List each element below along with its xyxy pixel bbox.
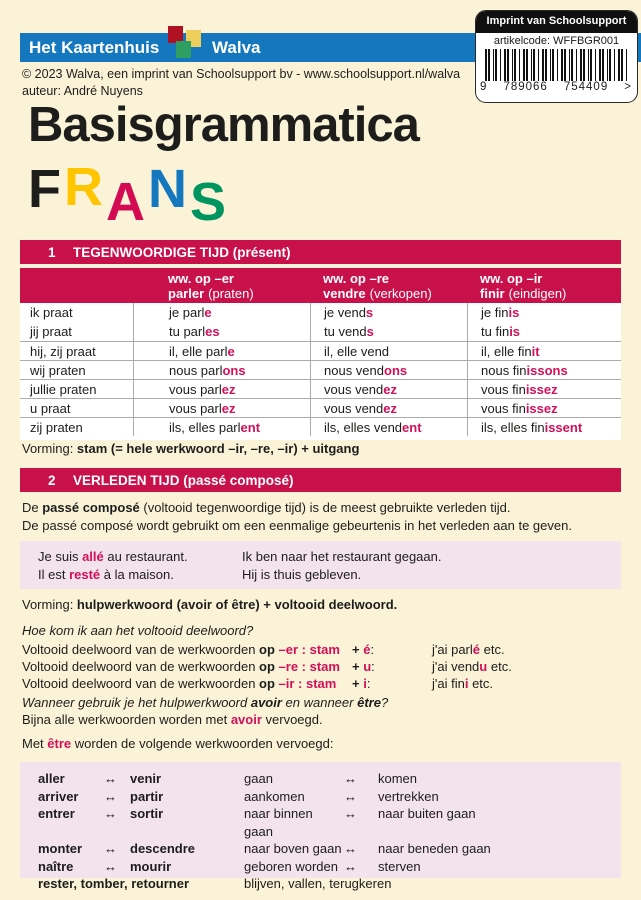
parler-cell (133, 399, 310, 417)
header-re-verb: vendre (323, 286, 366, 301)
french-verb: venir (130, 771, 162, 786)
ending: is (508, 305, 520, 320)
op-label: op (259, 659, 279, 674)
participle-rules (22, 641, 512, 692)
header-finir-cell (467, 268, 621, 303)
swap-arrow-icon: ↔ (344, 788, 357, 804)
text: etc. (487, 659, 512, 674)
header-parler-cell (133, 268, 310, 303)
verb-pair-row (38, 840, 621, 858)
stem: vous fin (481, 400, 526, 416)
swap-arrow-icon: ↔ (104, 841, 117, 856)
vendre-cell (310, 361, 467, 379)
dutch-verb: naar boven gaan (244, 841, 342, 856)
vendre-cell (310, 418, 467, 436)
ending: issent (544, 419, 583, 435)
dutch-verb: aankomen (244, 788, 305, 804)
artikelcode-label: artikelcode: WFFBGR001 (493, 35, 620, 47)
dutch-verb: naar buiten gaan (378, 806, 476, 821)
text: etc. (480, 642, 505, 657)
intro-line-1 (22, 499, 572, 517)
vendre-cell (310, 380, 467, 398)
dutch-verbs-group: blijven, vallen, terugkeren (244, 876, 392, 891)
stem: ils, elles vend (324, 419, 403, 435)
ending: ez (221, 400, 236, 416)
stem: nous vend (324, 362, 384, 378)
header-ir-translation: (eindigen) (508, 286, 567, 301)
conjugation-row (20, 417, 621, 436)
verb-pair-row (38, 858, 621, 876)
parler-cell (133, 303, 310, 322)
finir-cell (467, 399, 621, 417)
example-box (20, 541, 621, 589)
participle-highlight: allé (82, 549, 104, 564)
vorming-label: Vorming: (22, 441, 77, 456)
letter-s: S (190, 172, 230, 232)
parler-cell (133, 380, 310, 398)
conjugation-row (20, 322, 621, 341)
text: Voltooid deelwoord van de werkwoorden (22, 659, 260, 674)
parler-cell (133, 361, 310, 379)
french-verb: descendre (130, 841, 196, 856)
ean-group1: 789066 (503, 81, 548, 93)
text: en wanneer (281, 695, 358, 710)
header-ir-verb: finir (480, 286, 505, 301)
stem: ils, elles fin (481, 419, 545, 435)
parler-cell (133, 322, 310, 341)
conjugation-row (20, 360, 621, 379)
ending-rule: –er : stam (278, 642, 340, 657)
conjugation-row (20, 379, 621, 398)
ending: is (509, 324, 521, 339)
header-re-translation: (verkopen) (369, 286, 432, 301)
parler-cell (133, 418, 310, 436)
author-line: auteur: André Nuyens (22, 84, 143, 98)
vendre-cell (310, 399, 467, 417)
brand-kaartenhuis: Het Kaartenhuis (29, 38, 160, 57)
swap-arrow-icon: ↔ (104, 771, 117, 786)
dutch-cell: wij praten (30, 362, 86, 378)
french-verb: arriver (38, 788, 79, 804)
stem: il, elle fin (481, 343, 532, 359)
ending: ons (384, 362, 408, 378)
vorming-note-2 (22, 597, 397, 612)
dutch-verb: komen (378, 771, 418, 786)
finir-cell (467, 322, 621, 341)
finir-cell (467, 342, 621, 360)
etre-highlight: être (47, 736, 72, 751)
ean-digits (480, 81, 632, 93)
ending: ent (402, 419, 422, 435)
ending: ons (222, 362, 246, 378)
french-sentence (38, 566, 242, 584)
avoir-term: avoir (250, 695, 282, 710)
participle-question: Hoe kom ik aan het voltooid deelwoord? (22, 623, 254, 638)
ending: ent (240, 419, 261, 435)
french-verb: entrer (38, 806, 75, 821)
intro-line-2: De passé composé wordt gebruikt om een eenmalige gebeurtenis in het verleden aan te geven. (22, 518, 572, 533)
dutch-verb: naar binnen gaan (244, 806, 313, 839)
text: Je suis (38, 549, 83, 564)
dutch-cell: jullie praten (30, 381, 97, 397)
french-verb: partir (130, 788, 164, 804)
participle-rule (22, 658, 512, 675)
letter-r: R (64, 157, 106, 217)
example-ending: é (472, 642, 481, 657)
swap-arrow-icon: ↔ (104, 858, 117, 874)
colon: : (371, 659, 375, 674)
dutch-cell: u praat (30, 400, 71, 416)
ending: issez (525, 400, 558, 416)
ean-barcode-icon (485, 49, 628, 81)
dutch-verb: gaan (244, 771, 273, 786)
text: Voltooid deelwoord van de werkwoorden (22, 676, 260, 691)
dutch-cell: jij praat (30, 324, 72, 339)
text: worden de volgende werkwoorden vervoegd: (71, 736, 334, 751)
intro-paragraph (22, 499, 572, 535)
example-row (38, 548, 621, 566)
header-er-label: ww. op –er (168, 271, 234, 286)
vorming-note-1 (22, 441, 359, 456)
section-1-title: TEGENWOORDIGE TIJD (présent) (73, 244, 291, 260)
stem: je fin (481, 305, 509, 320)
swap-arrow-icon: ↔ (344, 806, 357, 821)
text: ? (380, 695, 389, 710)
swap-arrow-icon: ↔ (344, 841, 357, 856)
dutch-translation: Ik ben naar het restaurant gegaan. (242, 549, 442, 564)
letter-a: A (106, 172, 148, 232)
letter-n: N (148, 159, 190, 219)
copyright-block (22, 66, 460, 100)
section-1-header (20, 240, 621, 264)
text: Bijna alle werkwoorden worden met (22, 712, 231, 727)
french-verb: naître (38, 858, 74, 874)
dutch-cell: hij, zij praat (30, 343, 96, 359)
french-verb: aller (38, 771, 65, 786)
dutch-verb: geboren worden (244, 858, 338, 874)
header-re-label: ww. op –re (323, 271, 389, 286)
suffix-letter: i (363, 676, 367, 691)
text: vervoegd. (261, 712, 323, 727)
stem: tu parl (169, 324, 206, 339)
header-vendre-cell (310, 268, 467, 303)
text: De (22, 500, 43, 515)
verb-pair-row-last (38, 875, 621, 893)
stem: il, elle parl (169, 343, 228, 359)
stem: vous parl (169, 400, 222, 416)
stem: je parl (169, 305, 205, 320)
verb-pair-row (38, 788, 621, 806)
suffix-letter: u (363, 659, 372, 674)
sticker-imprint-label: Imprint van Schoolsupport (476, 11, 637, 33)
header-ir-label: ww. op –ir (480, 271, 543, 286)
stem: nous parl (169, 362, 223, 378)
dutch-cell: ik praat (30, 305, 73, 320)
card-subtitle-frans (28, 157, 230, 232)
brand-walva: Walva (212, 38, 261, 57)
ean-group2: 754409 (563, 81, 609, 93)
french-verb: monter (38, 841, 83, 856)
dutch-verb: sterven (378, 858, 421, 874)
stem: il, elle vend (324, 343, 390, 359)
swap-arrow-icon: ↔ (344, 858, 357, 874)
ending: e (204, 305, 212, 320)
avoir-note (22, 712, 323, 727)
ending: s (365, 305, 374, 320)
text: Wanneer gebruik je het hulpwerkwoord (22, 695, 251, 710)
participle-rule (22, 675, 512, 692)
header-er-verb: parler (168, 286, 205, 301)
stem: ils, elles parl (169, 419, 241, 435)
dutch-translation: Hij is thuis gebleven. (242, 567, 362, 582)
verb-pair-row (38, 805, 621, 840)
participle-rule (22, 641, 512, 658)
text: etc. (468, 676, 494, 691)
french-verb: mourir (130, 858, 172, 874)
vendre-cell (310, 322, 467, 341)
conjugation-table (20, 268, 621, 440)
ending: e (227, 343, 235, 359)
french-sentence (38, 548, 242, 566)
header-empty-cell (20, 268, 133, 303)
section-2-title: VERLEDEN TIJD (passé composé) (73, 472, 294, 488)
swap-arrow-icon: ↔ (104, 788, 117, 804)
finir-cell (467, 303, 621, 322)
header-er-translation: (praten) (208, 286, 254, 301)
text: au restaurant. (103, 549, 188, 564)
etre-term: être (357, 695, 381, 710)
french-verbs-group: rester, tomber, retourner (38, 876, 189, 891)
passe-compose-term: passé composé (42, 500, 140, 515)
plus-sign: + (352, 642, 364, 657)
verb-pair-row (38, 770, 621, 788)
example-stem: j'ai fin (432, 676, 465, 691)
suffix-letter: é (363, 642, 371, 657)
vendre-cell (310, 303, 467, 322)
copyright-line: © 2023 Walva, een imprint van Schoolsupport bv - www.schoolsupport.nl/walva (22, 67, 461, 81)
conjugation-row (20, 341, 621, 360)
ending: it (531, 343, 540, 359)
finir-cell (467, 418, 621, 436)
text: à la maison. (100, 567, 174, 582)
plus-sign: + (352, 676, 364, 691)
example-stem: j'ai vend (432, 659, 480, 674)
swap-arrow-icon: ↔ (344, 771, 357, 786)
letter-f: F (28, 159, 64, 219)
french-verb: sortir (130, 806, 164, 821)
stem: je vend (324, 305, 366, 320)
logo-square-green-icon (176, 41, 191, 58)
ending: ez (383, 381, 397, 397)
ending: ez (383, 400, 397, 416)
vorming-rule: stam (= hele werkwoord –ir, –re, –ir) + uitgang (76, 441, 360, 456)
vorming-label: Vorming: (22, 597, 77, 612)
example-ending: i (464, 676, 469, 691)
vorming-rule: hulpwerkwoord (avoir of être) + voltooid deelwoord. (76, 597, 398, 612)
ending: issez (525, 381, 558, 397)
text: (voltooid tegenwoordige tijd) is de meest gebruikte verleden tijd. (139, 500, 511, 515)
etre-verbs-box (20, 762, 621, 891)
colon: : (366, 676, 371, 691)
stem: nous fin (481, 362, 527, 378)
ending-rule: –re : stam (278, 659, 340, 674)
section-2-header (20, 468, 621, 492)
vendre-cell (310, 342, 467, 360)
ending: ez (221, 381, 236, 397)
etre-note (22, 736, 334, 751)
stem: vous vend (324, 381, 384, 397)
stem: vous fin (481, 381, 526, 397)
example-row (38, 566, 621, 584)
conjugation-row (20, 398, 621, 417)
finir-cell (467, 361, 621, 379)
conjugation-row (20, 303, 621, 322)
colon: : (370, 642, 375, 657)
stem: vous parl (169, 381, 222, 397)
ending: s (366, 324, 374, 339)
ending: issons (526, 362, 568, 378)
swap-arrow-icon: ↔ (104, 806, 117, 821)
table-body (20, 303, 621, 440)
dutch-cell: zij praten (30, 419, 83, 435)
op-label: op (259, 676, 279, 691)
ean-suffix: > (624, 81, 632, 93)
avoir-highlight: avoir (230, 712, 262, 727)
finir-cell (467, 380, 621, 398)
op-label: op (259, 642, 279, 657)
text: Il est (38, 567, 70, 582)
table-header-row (20, 268, 621, 303)
ending: es (205, 324, 220, 339)
stem: tu vend (324, 324, 367, 339)
section-1-number: 1 (48, 244, 56, 260)
ending-rule: –ir : stam (278, 676, 337, 691)
ean-lead: 9 (480, 81, 488, 93)
card-title: Basisgrammatica (28, 98, 419, 152)
participle-highlight: resté (69, 567, 101, 582)
parler-cell (133, 342, 310, 360)
example-ending: u (479, 659, 488, 674)
section-2-number: 2 (48, 472, 56, 488)
stem: vous vend (324, 400, 384, 416)
stem: tu fin (481, 324, 510, 339)
dutch-verb: naar beneden gaan (378, 841, 491, 856)
auxiliary-question (22, 695, 388, 710)
text: Met (22, 736, 48, 751)
plus-sign: + (352, 659, 364, 674)
example-stem: j'ai parl (432, 642, 473, 657)
text: Voltooid deelwoord van de werkwoorden (22, 642, 260, 657)
dutch-verb: vertrekken (378, 788, 439, 804)
barcode-sticker (475, 10, 638, 103)
